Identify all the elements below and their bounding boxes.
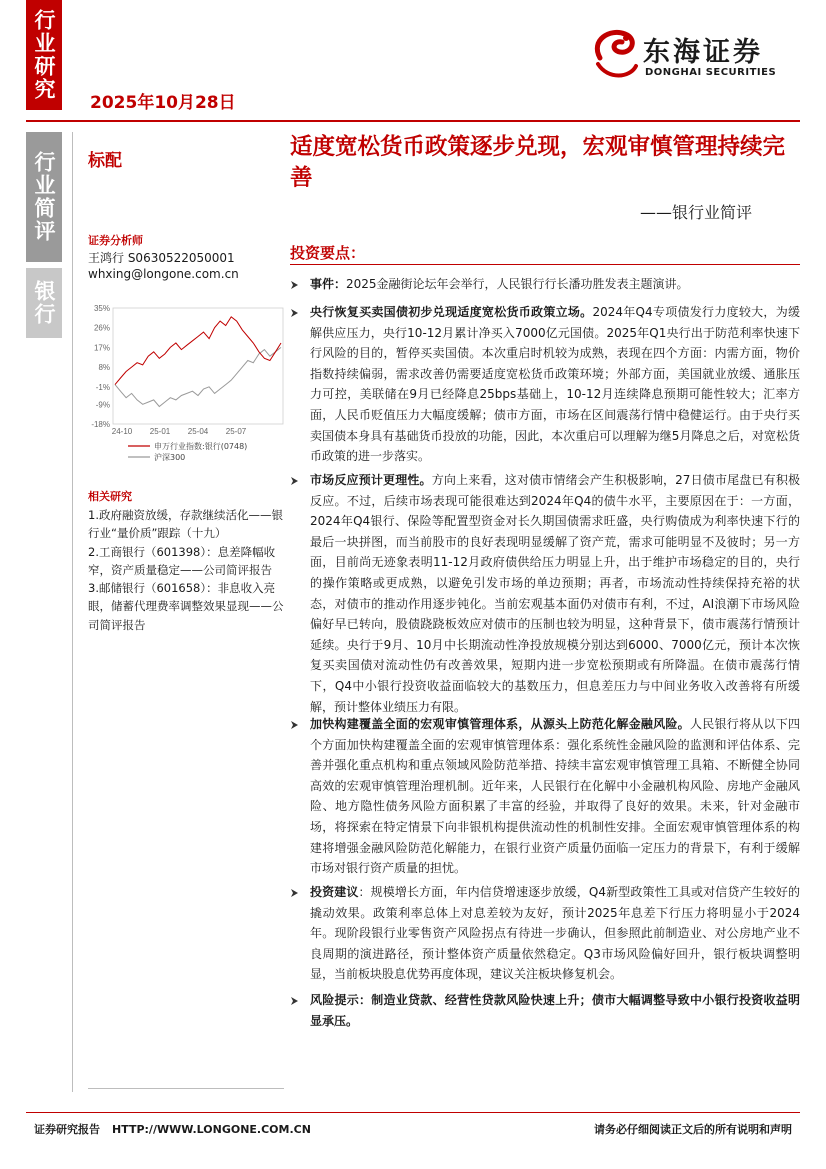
y-tick-label: 26% — [93, 323, 110, 333]
related-research-item[interactable]: 1.政府融资放缓，存款继续活化——银行业“量价质”跟踪（十九） — [88, 508, 283, 541]
y-tick-label: -18% — [91, 420, 110, 429]
analyst-email[interactable]: whxing@longone.com.cn — [88, 267, 239, 281]
bullet-event — [290, 274, 800, 295]
arrow-bullet-icon — [290, 308, 300, 318]
category-tag-comment: 行业简评 — [26, 132, 62, 262]
y-tick-label: 8% — [98, 363, 110, 373]
y-tick-label: -1% — [95, 382, 110, 392]
industry-rating: 标配 — [88, 151, 122, 171]
x-tick-label: 25-01 — [149, 427, 171, 436]
bullet-bold: 事件： — [310, 277, 347, 291]
legend-label: 申万行业指数:银行(0748) — [154, 442, 248, 451]
key-points-divider — [290, 264, 800, 265]
bullet-market-reaction — [290, 470, 800, 717]
related-research-item[interactable]: 2.工商银行（601398）：息差降幅收窄，资产质量稳定——公司简评报告 — [88, 544, 276, 577]
bullet-bold: 央行恢复买卖国债初步兑现适度宽松货币政策立场。 — [310, 305, 593, 319]
performance-chart — [80, 300, 290, 470]
footer-disclaimer: 请务必仔细阅读正文后的所有说明和声明 — [594, 1123, 792, 1136]
bullet-bold: 风险提示：制造业贷款、经营性贷款风险快速上升；债市大幅调整导致中小银行投资收益明显承压。 — [310, 993, 800, 1028]
bullet-body: ：规模增长方面，年内信贷增速逐步放缓，Q4新型政策性工具或对信贷产生较好的撬动效果。政策利率总体上对息差较为友好，预计2025年息差下行压力将明显小于2024年。现阶段银行业零售资产风险拐点有待进一步确认，但参照此前制造业、对公房地产业不良周期的演进路径，预计整体资产质量依然稳定。Q3市场风险偏好回升，银行板块调整明显，当前板块股息优势再度体现，建议关注板块修复机会。 — [310, 885, 800, 982]
arrow-bullet-icon — [290, 280, 300, 290]
arrow-bullet-icon — [290, 996, 300, 1006]
footer-left — [34, 1121, 311, 1137]
bullet-bold: 投资建议 — [310, 885, 359, 899]
legend-label: 沪深300 — [154, 453, 186, 462]
arrow-bullet-icon — [290, 888, 300, 898]
bullet-risk-warning — [290, 990, 800, 1031]
series-line — [115, 317, 281, 385]
series-line — [115, 347, 281, 406]
analyst-heading: 证券分析师 — [88, 234, 143, 247]
x-tick-label: 25-04 — [187, 427, 209, 436]
bullet-bold: 加快构建覆盖全面的宏观审慎管理体系，从源头上防范化解金融风险。 — [310, 717, 690, 731]
bullet-bold: 市场反应预计更理性。 — [310, 473, 432, 487]
y-tick-label: 35% — [93, 304, 110, 313]
category-tag-bank: 银行 — [26, 268, 62, 338]
footer-divider — [26, 1112, 800, 1113]
arrow-bullet-icon — [290, 476, 300, 486]
footer-report-type: 证券研究报告 — [34, 1123, 100, 1136]
analyst-name: 王鸿行 S0630522050001 — [88, 251, 235, 265]
plot-area — [113, 308, 283, 424]
logo-text-en: DONGHAI SECURITIES — [645, 67, 777, 78]
bullet-central-bank — [290, 302, 800, 467]
y-tick-label: -9% — [95, 400, 110, 410]
footer-website-link[interactable]: HTTP://WWW.LONGONE.COM.CN — [112, 1123, 311, 1136]
bullet-body: 人民银行将从以下四个方面加快构建覆盖全面的宏观审慎管理体系：强化系统性金融风险的监测和评估体系、完善并强化重点机构和重点领域风险防范举措、持续丰富宏观审慎管理工具箱、不断健全协同高效的宏观审慎管理治理机制。近年来，人民银行在化解中小金融机构风险、房地产金融风险、地方隐性债务风险方面积累了丰富的经验，并取得了良好的效果。未来，针对金融市场，将探索在特定情景下向非银机构提供流动性的机制性安排。全面宏观审慎管理体系的构建将增强金融风险防范化解能力，在银行业资产质量仍面临一定压力的背景下，有利于缓解市场对银行资产质量的担忧。 — [310, 717, 800, 876]
report-subtitle: ——银行业简评 — [640, 203, 753, 222]
related-research-list — [88, 506, 284, 634]
report-title: 适度宽松货币政策逐步兑现，宏观审慎管理持续完善 — [290, 134, 786, 191]
key-points-heading: 投资要点： — [290, 244, 366, 262]
related-research-item[interactable]: 3.邮储银行（601658）：非息收入亮眼，储蓄代理费率调整效果显现——公司简评报告 — [88, 581, 284, 632]
bullet-investment-advice — [290, 882, 800, 985]
left-bottom-divider — [88, 1088, 284, 1089]
x-tick-label: 25-07 — [225, 427, 247, 436]
y-tick-label: 17% — [93, 343, 110, 353]
bullet-macro-prudential — [290, 714, 800, 879]
bullet-body: 2024年Q4专项债发行力度较大，为缓解供应压力，央行10-12月累计净买入7000亿元国债。2025年Q1央行出于防范利率快速下行风险的目的，暂停买卖国债。本次重启时机较为成熟，表现在四个方面：内需方面，物价指数持续偏弱，需求改善仍需要适度宽松货币政策环境；外部方面，美国就业放缓、通胀压力可控，美联储在9月已经降息25bps基础上，10-12月连续降息预期可能性较大；汇率方面，人民币贬值压力大幅度缓解；债市方面，市场在区间震荡行情中稳健运行。由于央行买卖国债本身具有基础货币投放的功能，因此，本次重启可以理解为继5月降息之后，对宽松货币政策的进一步落实。 — [310, 305, 800, 464]
logo-text-cn: 东海证券 — [643, 37, 763, 68]
bullet-body: 2025金融街论坛年会举行，人民银行行长潘功胜发表主题演讲。 — [346, 277, 689, 291]
left-divider — [72, 132, 73, 1092]
report-date: 2025年10月28日 — [90, 93, 236, 113]
bullet-body: 方向上来看，这对债市情绪会产生积极影响，27日债市尾盘已有积极反应。不过，后续市场表现可能很难达到2024年Q4的债牛水平，主要原因在于：一方面，2024年Q4银行、保险等配置型资金对长久期国债需求旺盛，央行购债成为利率快速下行的最后一块拼图，而当前股市的良好表现明显缓解了资产荒，需求可能明显不及彼时；另一方面，目前尚无迹象表明11-12月政府债供给压力明显上升，出于维护市场稳定的目的，央行的操作策略或更成熟，以避免引发市场的单边预期；再者，市场流动性持续保持充裕的状态，对债市的推动作用逐步钝化。当前宏观基本面仍对债市有利，不过，AI浪潮下市场风险偏好早已转向，股债跷跷板效应对债市的压制也较为明显，这种背景下，债市震荡行情预计延续。央行于9月、10月中长期流动性净投放规模分别达到6000、7000亿元，预计本次恢复买卖国债对流动性仍有改善效果，短期内进一步宽松预期或有所降温。在债市震荡行情下，Q4中小银行投资收益面临较大的基数压力，但息差压力与中间业务收入改善将有所缓解，预计整体业绩压力有限。 — [310, 473, 800, 714]
x-tick-label: 24-10 — [111, 427, 133, 436]
arrow-bullet-icon — [290, 720, 300, 730]
category-tag-research: 行业研究 — [26, 0, 62, 110]
related-research-heading: 相关研究 — [88, 490, 132, 503]
header-divider — [26, 120, 800, 122]
